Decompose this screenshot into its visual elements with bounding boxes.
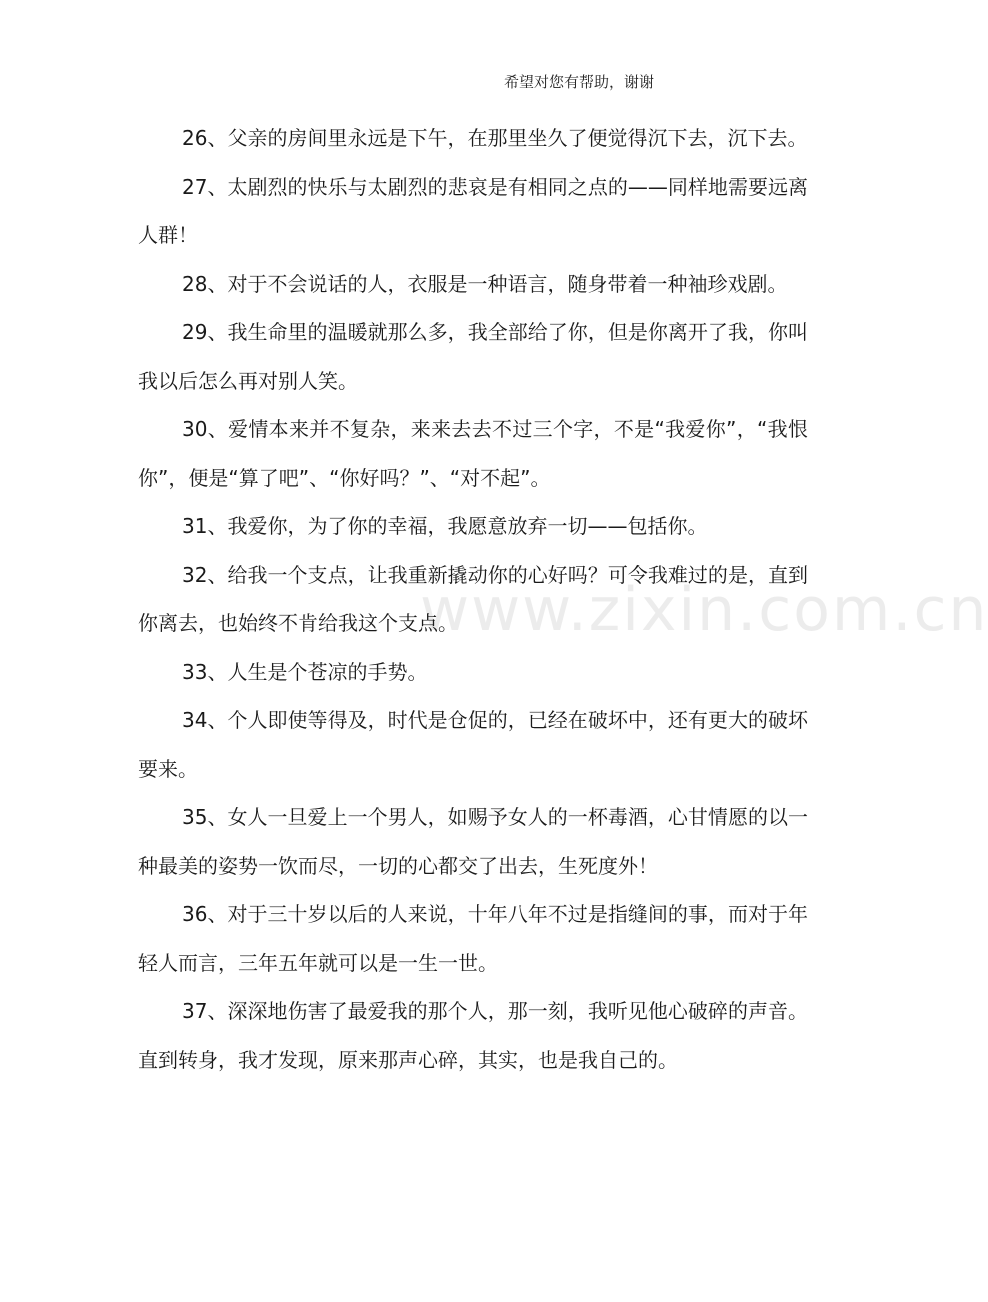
quote-paragraph: 27、太剧烈的快乐与太剧烈的悲哀是有相同之点的——同样地需要远离人群！	[138, 174, 808, 247]
quote-paragraph: 29、我生命里的温暖就那么多，我全部给了你，但是你离开了我，你叫我以后怎么再对别人笑。	[138, 320, 808, 393]
watermark: www.zixin.com.cn	[420, 575, 988, 645]
quote-paragraph: 30、爱情本来并不复杂，来来去去不过三个字，不是“我爱你”，“我恨你”，便是“算了吧”、“你好吗？”、“对不起”。	[138, 417, 808, 490]
quote-paragraph: 34、个人即使等得及，时代是仓促的，已经在破坏中，还有更大的破坏要来。	[138, 708, 808, 781]
quote-paragraph: 35、女人一旦爱上一个男人，如赐予女人的一杯毒酒，心甘情愿的以一种最美的姿势一饮而尽，一切的心都交了出去，生死度外！	[138, 805, 808, 878]
quote-paragraph: 28、对于不会说话的人，衣服是一种语言，随身带着一种袖珍戏剧。	[182, 271, 788, 296]
quote-paragraph: 26、父亲的房间里永远是下午，在那里坐久了便觉得沉下去，沉下去。	[182, 126, 808, 150]
quote-paragraph: 37、深深地伤害了最爱我的那个人，那一刻，我听见他心破碎的声音。直到转身，我才发现，原来那声心碎，其实，也是我自己的。	[138, 999, 808, 1072]
quote-paragraph: 36、对于三十岁以后的人来说，十年八年不过是指缝间的事，而对于年轻人而言，三年五年就可以是一生一世。	[138, 902, 808, 975]
quote-paragraph: 31、我爱你，为了你的幸福，我愿意放弃一切——包括你。	[182, 514, 708, 538]
quote-paragraph: 32、给我一个支点，让我重新撬动你的心好吗？可令我难过的是，直到你离去，也始终不肯给我这个支点。	[138, 562, 808, 635]
quote-paragraph: 33、人生是个苍凉的手势。	[182, 659, 428, 684]
quote-list	[138, 114, 808, 1084]
header-note: 希望对您有帮助，谢谢	[504, 73, 655, 91]
